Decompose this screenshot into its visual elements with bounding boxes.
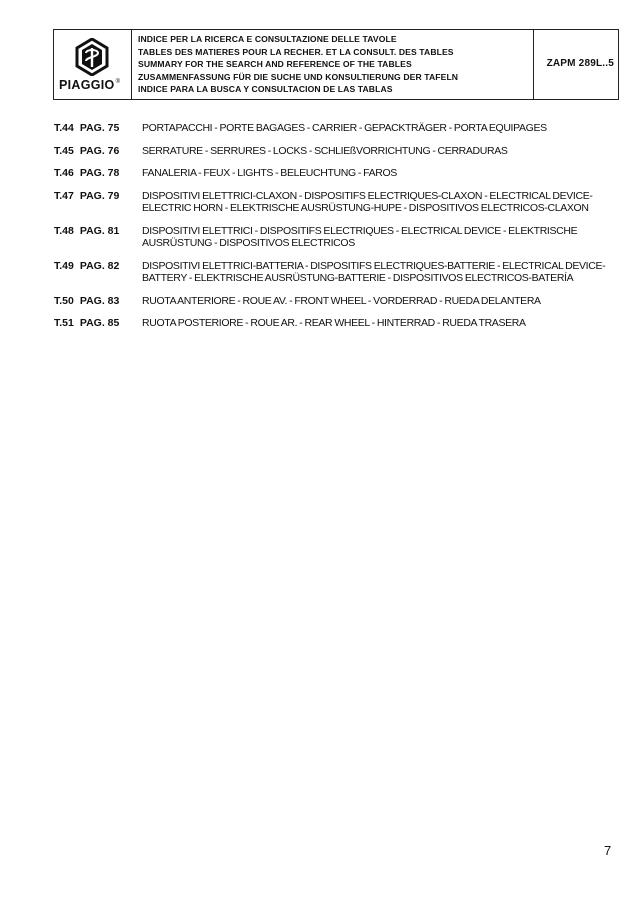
page-reference: PAG. 75 — [79, 122, 120, 134]
table-number: T.45 — [54, 144, 74, 157]
entry-reference — [54, 145, 142, 158]
table-number: T.50 — [54, 294, 74, 307]
header-titles — [132, 30, 534, 99]
entry-description: DISPOSITIVI ELETTRICI-CLAXON - DISPOSITIFS ELECTRIQUES-CLAXON - ELECTRICAL DEVICE- ELECTRIC HORN - ELEKTRISCHE AUSRÜSTUNG-HUPE - DISPOSITIVOS ELECTRICOS-CLAXON — [142, 189, 593, 214]
title-german: ZUSAMMENFASSUNG FÜR DIE SUCHE UND KONSULTIERUNG DER TAFELN — [138, 71, 459, 82]
piaggio-logo-icon — [75, 38, 109, 76]
page-reference: PAG. 85 — [79, 317, 120, 329]
index-entry — [54, 122, 618, 135]
table-number: T.49 — [54, 259, 74, 272]
entry-description: RUOTA ANTERIORE - ROUE AV. - FRONT WHEEL - VORDERRAD - RUEDA DELANTERA — [142, 294, 541, 307]
table-number: T.44 — [54, 122, 74, 134]
entry-description: SERRATURE - SERRURES - LOCKS - SCHLIEßVORRICHTUNG - CERRADURAS — [142, 144, 508, 157]
title-french: TABLES DES MATIERES POUR LA RECHER. ET LA CONSULT. DES TABLES — [138, 46, 454, 57]
page-reference: PAG. 76 — [79, 144, 120, 157]
entry-description: FANALERIA - FEUX - LIGHTS - BELEUCHTUNG - FAROS — [142, 167, 397, 179]
table-index-list — [54, 122, 618, 340]
page-reference: PAG. 78 — [79, 167, 120, 179]
page-reference: PAG. 83 — [79, 294, 120, 307]
page-reference: PAG. 82 — [79, 259, 120, 272]
title-italian: INDICE PER LA RICERCA E CONSULTAZIONE DELLE TAVOLE — [138, 34, 397, 44]
entry-description: PORTAPACCHI - PORTE BAGAGES - CARRIER - GEPACKTRÄGER - PORTA EQUIPAGES — [142, 122, 547, 134]
index-entry — [54, 260, 618, 285]
entry-reference — [54, 317, 142, 330]
logo-cell — [54, 30, 132, 99]
entry-description: DISPOSITIVI ELETTRICI - DISPOSITIFS ELECTRIQUES - ELECTRICAL DEVICE - ELEKTRISCHE AUSRÜSTUNG - DISPOSITIVOS ELECTRICOS — [142, 224, 578, 249]
index-entry — [54, 295, 618, 308]
document-header — [53, 29, 619, 100]
entry-reference — [54, 295, 142, 308]
entry-description: DISPOSITIVI ELETTRICI-BATTERIA - DISPOSITIFS ELECTRIQUES-BATTERIE - ELECTRICAL DEVICE- BATTERY - ELEKTRISCHE AUSRÜSTUNG-BATTERIE - DISPOSITIVOS ELECTRICOS-BATERÍA — [142, 259, 606, 284]
title-english: SUMMARY FOR THE SEARCH AND REFERENCE OF THE TABLES — [138, 59, 412, 70]
entry-reference — [54, 190, 142, 215]
entry-reference — [54, 225, 142, 250]
page-reference: PAG. 81 — [79, 224, 120, 237]
index-entry — [54, 190, 618, 215]
table-number: T.46 — [54, 167, 74, 179]
page-reference: PAG. 79 — [79, 189, 120, 202]
brand-name: PIAGGIO® — [59, 78, 121, 92]
document-code: ZAPM 289L..5 — [546, 58, 614, 69]
index-entry — [54, 167, 618, 180]
table-number: T.47 — [54, 189, 74, 202]
index-entry — [54, 145, 618, 158]
entry-reference — [54, 167, 142, 180]
table-number: T.51 — [54, 317, 74, 329]
index-entry — [54, 317, 618, 330]
code-cell — [534, 30, 618, 99]
entry-reference — [54, 260, 142, 285]
page-number: 7 — [604, 843, 612, 858]
index-entry — [54, 225, 618, 250]
entry-description: RUOTA POSTERIORE - ROUE AR. - REAR WHEEL - HINTERRAD - RUEDA TRASERA — [142, 317, 526, 329]
title-spanish: INDICE PARA LA BUSCA Y CONSULTACION DE LAS TABLAS — [138, 84, 393, 95]
entry-reference — [54, 122, 142, 135]
table-number: T.48 — [54, 224, 74, 237]
